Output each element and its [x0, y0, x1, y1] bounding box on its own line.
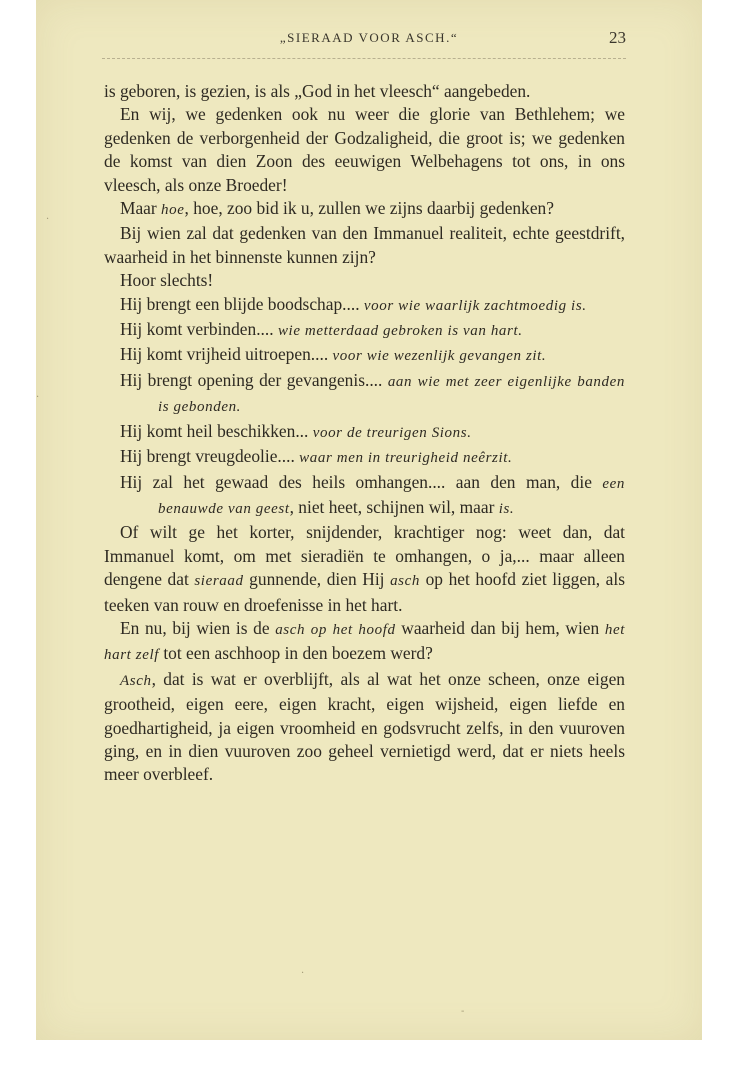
list-item [104, 293, 625, 318]
list-item [104, 471, 625, 522]
p7-text-b: waarheid dan bij hem, wien [395, 617, 605, 638]
list-item-emphasis: waar men in treurigheid neêrzit. [299, 450, 513, 467]
list-item-text: Hij brengt opening der gevangenis.... [120, 369, 388, 390]
list-item-emphasis: voor wie wezenlijk gevangen zit. [332, 348, 547, 365]
p6-emphasis-2: asch [390, 573, 420, 590]
p6-text-a: Of wilt ge het korter, snijdender, krachtiger nog: weet dan, dat Immanuel komt, om met sieradiën te omhangen, o ja,... maar alleen dengene dat [104, 522, 625, 590]
paragraph-6 [104, 521, 625, 617]
list-item-text: Hij komt verbinden.... [120, 319, 278, 340]
margin-speck: · [36, 392, 40, 403]
paragraph-4: Bij wien zal dat gedenken van den Immanuel realiteit, echte geestdrift, waarheid in het binnenste kunnen zijn? [104, 223, 625, 267]
page-speck: - [461, 1006, 465, 1017]
p6-text-b: gunnende, dien Hij [243, 569, 391, 590]
list-item-emphasis: is. [498, 500, 515, 517]
p7-emphasis-2: het hart zelf [104, 621, 625, 664]
list-item [104, 420, 625, 445]
p3-text-b: , hoe, zoo bid ik u, zullen we zijns daarbij gedenken? [184, 198, 554, 219]
list-item-text: , niet heet, schijnen wil, maar [289, 496, 499, 517]
list-item [104, 445, 625, 470]
book-page [36, 0, 702, 1040]
promise-list [104, 293, 625, 522]
list-item [104, 318, 625, 343]
p8-emphasis: Asch [120, 672, 152, 689]
header-rule [102, 58, 626, 60]
p8-text: , dat is wat er overblijft, als al wat het onze scheen, onze eigen grootheid, eigen eere, eigen kracht, eigen wijsheid, eigen liefde en goedhartigheid, ja eigen vroomheid en godsvrucht zelfs, in den vuuroven ging, en in dien vuuroven zoo geheel vernietigd werd, dat er niets heels meer overbleef. [104, 668, 625, 785]
list-item-emphasis: aan wie met zeer eigenlijke banden is gebonden. [158, 373, 625, 416]
list-item-emphasis: voor wie waarlijk zachtmoedig is. [363, 297, 587, 314]
paragraph-8 [104, 668, 625, 787]
paragraph-7 [104, 617, 625, 668]
page-speck: · [301, 968, 305, 979]
paragraph-1: is geboren, is gezien, is als „God in het vleesch“ aangebeden. [104, 81, 531, 101]
p6-emphasis: sieraad [194, 573, 244, 590]
p7-emphasis: asch op het hoofd [275, 621, 396, 638]
body-text [104, 80, 625, 787]
paragraph-2: En wij, we gedenken ook nu weer die glorie van Bethlehem; we gedenken de verborgenheid der Godzaligheid, die groot is; we gedenken de komst van dien Zoon des eeuwigen Welbehagens tot ons, in ons vleesch, als onze Broeder! [104, 104, 625, 195]
page-header [36, 30, 702, 52]
paragraph-5: Hoor slechts! [120, 270, 214, 291]
page-number: 23 [609, 28, 626, 47]
p7-text-c: tot een aschhoop in den boezem werd? [159, 643, 433, 664]
list-item-emphasis: voor de treurigen Sions. [312, 424, 472, 441]
paragraph-3 [104, 197, 625, 222]
list-item-emphasis: wie metterdaad gebroken is van hart. [277, 323, 523, 340]
list-item-text: Hij brengt vreugdeolie.... [120, 446, 300, 467]
running-head: „SIERAAD VOOR ASCH.“ [279, 30, 459, 45]
list-item [104, 343, 625, 368]
p6-text-c: op het hoofd ziet liggen, als teeken van rouw en droefenisse in het hart. [104, 569, 625, 615]
list-item-text: Hij komt heil beschikken... [120, 420, 313, 441]
margin-speck: · [46, 214, 50, 225]
p7-text-a: En nu, bij wien is de [120, 617, 276, 638]
p3-emphasis: hoe [161, 202, 185, 219]
list-item-text: Hij zal het gewaad des heils omhangen.... aan den man, die [120, 471, 603, 492]
list-item-emphasis: een benauwde van geest [158, 475, 625, 517]
p3-text-a: Maar [120, 198, 162, 219]
list-item-text: Hij komt vrijheid uitroepen.... [120, 344, 333, 365]
list-item-text: Hij brengt een blijde boodschap.... [120, 293, 364, 314]
list-item [104, 369, 625, 420]
